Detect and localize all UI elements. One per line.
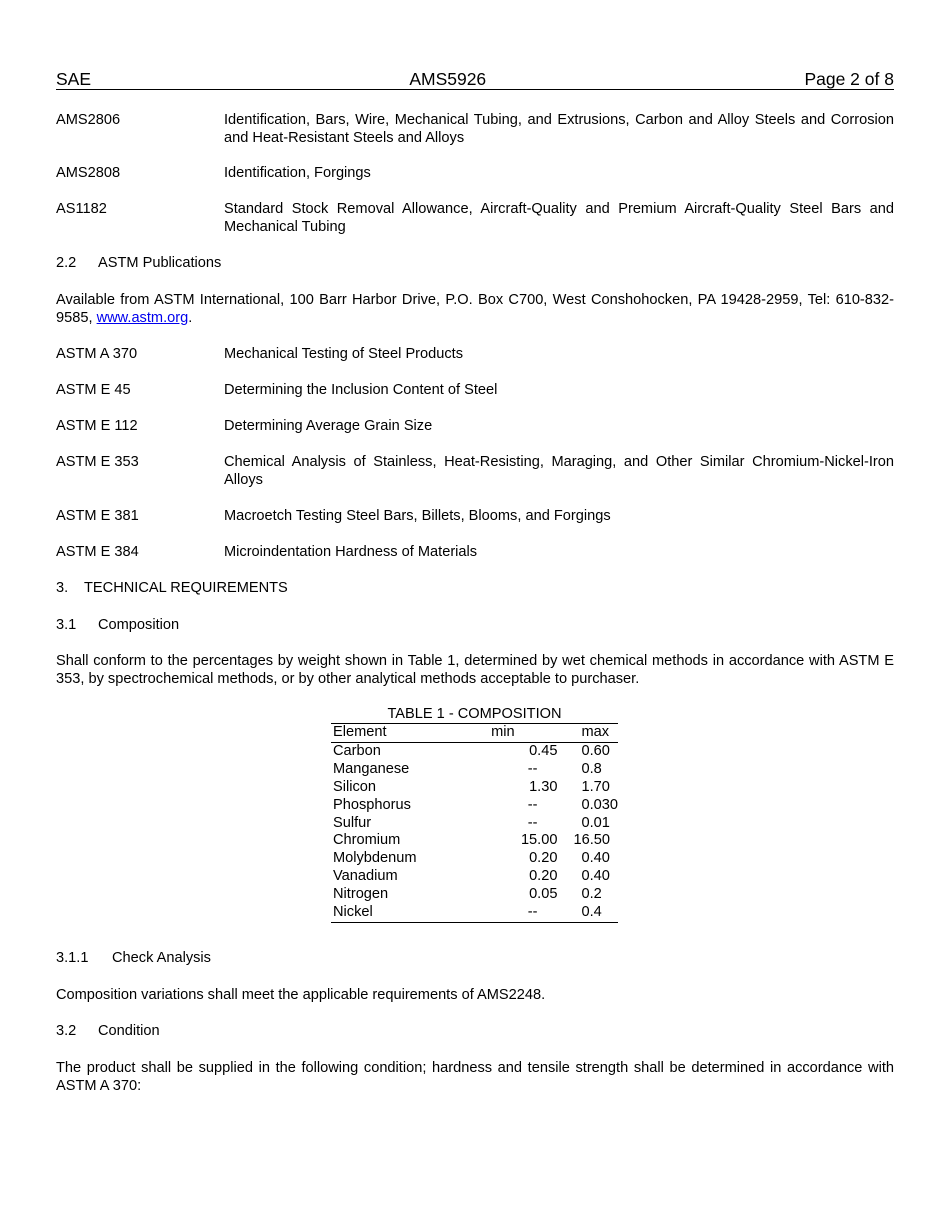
cell-max: 0.4 [581, 904, 602, 921]
cell-max: 0.01 [581, 814, 610, 831]
reference-title: Standard Stock Removal Allowance, Aircraft-Quality and Premium Aircraft-Quality Steel Bars and Mechanical Tubing [224, 201, 894, 235]
reference-item [56, 200, 894, 236]
section-number: 3.1.1 [56, 950, 89, 966]
cell-min: 0.05 [529, 886, 558, 903]
reference-code: ASTM E 353 [56, 454, 139, 470]
reference-title: Microindentation Hardness of Materials [224, 544, 478, 560]
document-page [56, 68, 894, 1095]
reference-code: ASTM E 112 [56, 418, 138, 434]
section-title: TECHNICAL REQUIREMENTS [84, 580, 288, 596]
condition-paragraph: The product shall be supplied in the following condition; hardness and tensile strength shall be determined in accordance with ASTM A 370: [56, 1060, 894, 1094]
cell-min: 1.30 [529, 778, 558, 795]
cell-min: 0.45 [529, 742, 558, 759]
table-row [331, 886, 618, 904]
page-header [56, 68, 894, 90]
cell-min: -- [527, 760, 538, 777]
section-number: 3. [56, 580, 69, 596]
section-number: 3.2 [56, 1023, 77, 1039]
table-row [331, 761, 618, 779]
reference-code: AMS2806 [56, 112, 121, 128]
cell-min: -- [527, 796, 538, 813]
header-page-number: Page 2 of 8 [804, 69, 894, 89]
section-heading-2-2 [56, 254, 894, 272]
section-heading-3-1-1 [56, 949, 894, 967]
cell-element: Manganese [333, 760, 410, 777]
reference-title: Mechanical Testing of Steel Products [224, 346, 464, 362]
cell-element: Nitrogen [333, 886, 389, 903]
reference-title: Identification, Forgings [224, 165, 371, 181]
table-row [331, 742, 618, 760]
composition-table [331, 723, 618, 923]
cell-max: 0.8 [581, 760, 602, 777]
cell-max: 0.2 [581, 886, 602, 903]
table-caption: TABLE 1 - COMPOSITION [387, 706, 562, 722]
cell-max: 1.70 [581, 778, 610, 795]
section-title: Condition [98, 1023, 160, 1039]
cell-min: 0.20 [529, 850, 558, 867]
reference-title: Macroetch Testing Steel Bars, Billets, Blooms, and Forgings [224, 508, 611, 524]
reference-item [56, 164, 894, 182]
reference-title: Determining Average Grain Size [224, 418, 433, 434]
cell-element: Chromium [333, 832, 401, 849]
section-heading-3-1 [56, 616, 894, 634]
section-title: ASTM Publications [98, 255, 222, 271]
header-spec-number: AMS5926 [409, 69, 487, 89]
reference-code: ASTM E 381 [56, 508, 139, 524]
table-row [331, 832, 618, 850]
reference-code: AS1182 [56, 201, 107, 217]
reference-code: ASTM A 370 [56, 346, 138, 362]
reference-item [56, 543, 894, 561]
section-number: 2.2 [56, 255, 77, 271]
section-title: Check Analysis [112, 950, 211, 966]
reference-title: Determining the Inclusion Content of Steel [224, 382, 498, 398]
reference-item [56, 507, 894, 525]
composition-paragraph: Shall conform to the percentages by weight shown in Table 1, determined by wet chemical methods in accordance with ASTM E 353, by spectrochemical methods, or by other analytical methods acceptable to purchaser. [56, 653, 894, 687]
table-row [331, 904, 618, 922]
cell-element: Phosphorus [333, 796, 411, 813]
table-row [331, 779, 618, 797]
cell-element: Sulfur [333, 814, 372, 831]
table-row [331, 850, 618, 868]
section-heading-3-2 [56, 1022, 894, 1040]
reference-item [56, 417, 894, 435]
column-header-min: min [491, 724, 515, 740]
cell-max: 0.40 [581, 868, 610, 885]
section-number: 3.1 [56, 617, 77, 633]
availability-text: Available from ASTM International, 100 Barr Harbor Drive, P.O. Box C700, West Conshohocken, PA 19428-2959, Tel: 610-832-9585, [56, 292, 894, 326]
column-header-max: max [581, 724, 610, 740]
check-analysis-paragraph: Composition variations shall meet the applicable requirements of AMS2248. [56, 987, 546, 1003]
cell-max: 0.60 [581, 742, 610, 759]
table-row [331, 797, 618, 815]
section-title: Composition [98, 617, 180, 633]
cell-element: Vanadium [333, 868, 398, 885]
table-row [331, 868, 618, 886]
cell-element: Silicon [333, 778, 376, 795]
cell-element: Molybdenum [333, 850, 417, 867]
reference-code: AMS2808 [56, 165, 121, 181]
reference-item [56, 111, 894, 147]
section-heading-3 [56, 579, 894, 597]
composition-table-block [331, 705, 618, 923]
table-1-container [56, 705, 894, 931]
reference-code: ASTM E 45 [56, 382, 131, 398]
cell-max: 16.50 [573, 832, 610, 849]
reference-code: ASTM E 384 [56, 544, 139, 560]
table-row [331, 815, 618, 833]
cell-element: Nickel [333, 904, 373, 921]
reference-title: Identification, Bars, Wire, Mechanical Tubing, and Extrusions, Carbon and Alloy Steels and Corrosion and Heat-Resistant Steels and Alloys [224, 112, 894, 146]
reference-item [56, 453, 894, 489]
reference-title: Chemical Analysis of Stainless, Heat-Resisting, Maraging, and Other Similar Chromium-Nickel-Iron Alloys [224, 454, 894, 488]
cell-element: Carbon [333, 742, 381, 759]
cell-max: 0.030 [581, 796, 618, 813]
astm-availability-paragraph [56, 291, 894, 327]
cell-min: 0.20 [529, 868, 558, 885]
availability-tail: . [188, 310, 193, 326]
reference-item [56, 345, 894, 363]
cell-max: 0.40 [581, 850, 610, 867]
cell-min: 15.00 [520, 832, 558, 849]
table-header-row [331, 724, 618, 743]
reference-item [56, 381, 894, 399]
cell-min: -- [527, 904, 538, 921]
astm-website-link[interactable]: www.astm.org [96, 310, 189, 326]
cell-min: -- [527, 814, 538, 831]
column-header-element: Element [333, 724, 387, 740]
header-org: SAE [56, 69, 92, 89]
